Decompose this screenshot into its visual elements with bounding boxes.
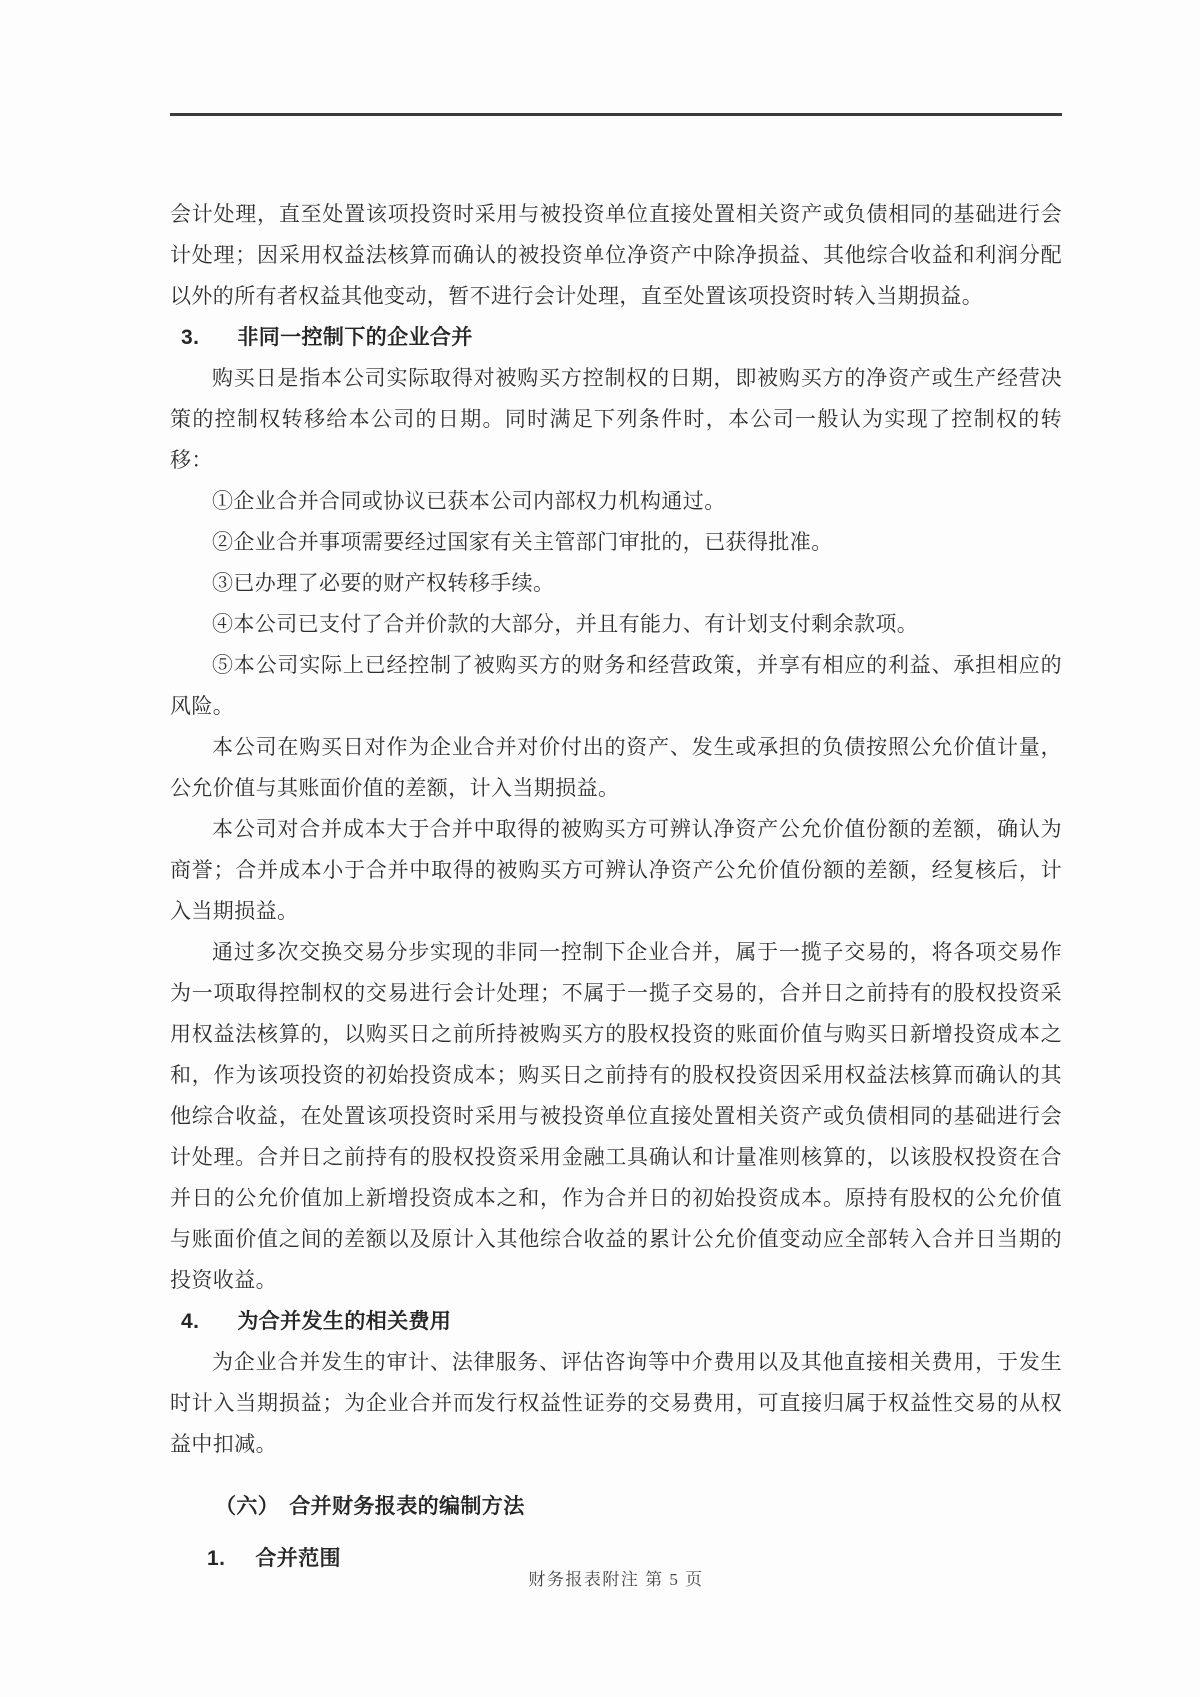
paragraph: 本公司对合并成本大于合并中取得的被购买方可辨认净资产公允价值份额的差额，确认为商誉；合并成本小于合并中取得的被购买方可辨认净资产公允价值份额的差额，经复核后，计入当期损益。	[170, 817, 1062, 923]
heading-title: 为合并发生的相关费用	[237, 1310, 452, 1333]
list-item: ③已办理了必要的财产权转移手续。	[212, 571, 555, 595]
footer-text: 财务报表附注 第 5 页	[528, 1570, 704, 1589]
document-body	[170, 194, 1062, 1579]
paragraph: 通过多次交换交易分步实现的非同一控制下企业合并，属于一揽子交易的，将各项交易作为一项取得控制权的交易进行会计处理；不属于一揽子交易的，合并日之前持有的股权投资采用权益法核算的，以购买日之前所持被购买方的股权投资的账面价值与购买日新增投资成本之和，作为该项投资的初始投资成本；购买日之前持有的股权投资因采用权益法核算而确认的其他综合收益，在处置该项投资时采用与被投资单位直接处置相关资产或负债相同的基础进行会计处理。合并日之前持有的股权投资采用金融工具确认和计量准则核算的，以该股权投资在合并日的公允价值加上新增投资成本之和，作为合并日的初始投资成本。原持有股权的公允价值与账面价值之间的差额以及原计入其他综合收益的累计公允价值变动应全部转入合并日当期的投资收益。	[170, 940, 1062, 1292]
section-heading	[170, 1486, 1062, 1527]
heading-number: （六）	[215, 1495, 280, 1518]
paragraph: 为企业合并发生的审计、法律服务、评估咨询等中介费用以及其他直接相关费用，于发生时计入当期损益；为企业合并而发行权益性证券的交易费用，可直接归属于权益性交易的从权益中扣减。	[170, 1350, 1062, 1456]
paragraph: 本公司在购买日对作为企业合并对价付出的资产、发生或承担的负债按照公允价值计量，公允价值与其账面价值的差额，计入当期损益。	[170, 735, 1062, 800]
page-footer	[170, 1568, 1062, 1592]
heading-title: 非同一控制下的企业合并	[237, 326, 473, 349]
heading-title: 合并财务报表的编制方法	[289, 1495, 525, 1518]
heading-number: 4.	[181, 1310, 200, 1333]
heading-number: 3.	[181, 326, 200, 349]
heading-title: 合并范围	[255, 1547, 341, 1570]
paragraph: 会计处理，直至处置该项投资时采用与被投资单位直接处置相关资产或负债相同的基础进行会计处理；因采用权益法核算而确认的被投资单位净资产中除净损益、其他综合收益和利润分配以外的所有者权益其他变动，暂不进行会计处理，直至处置该项投资时转入当期损益。	[170, 202, 1062, 308]
section-heading	[170, 317, 1062, 358]
list-item: ⑤本公司实际上已经控制了被购买方的财务和经营政策，并享有相应的利益、承担相应的风险。	[170, 653, 1062, 718]
heading-number: 1.	[207, 1547, 226, 1570]
section-heading	[170, 1301, 1062, 1342]
list-item: ②企业合并事项需要经过国家有关主管部门审批的，已获得批准。	[212, 530, 833, 554]
list-item: ④本公司已支付了合并价款的大部分，并且有能力、有计划支付剩余款项。	[212, 612, 919, 636]
list-item: ①企业合并合同或协议已获本公司内部权力机构通过。	[212, 489, 726, 513]
header-rule	[170, 113, 1062, 116]
paragraph: 购买日是指本公司实际取得对被购买方控制权的日期，即被购买方的净资产或生产经营决策的控制权转移给本公司的日期。同时满足下列条件时，本公司一般认为实现了控制权的转移：	[170, 366, 1062, 472]
